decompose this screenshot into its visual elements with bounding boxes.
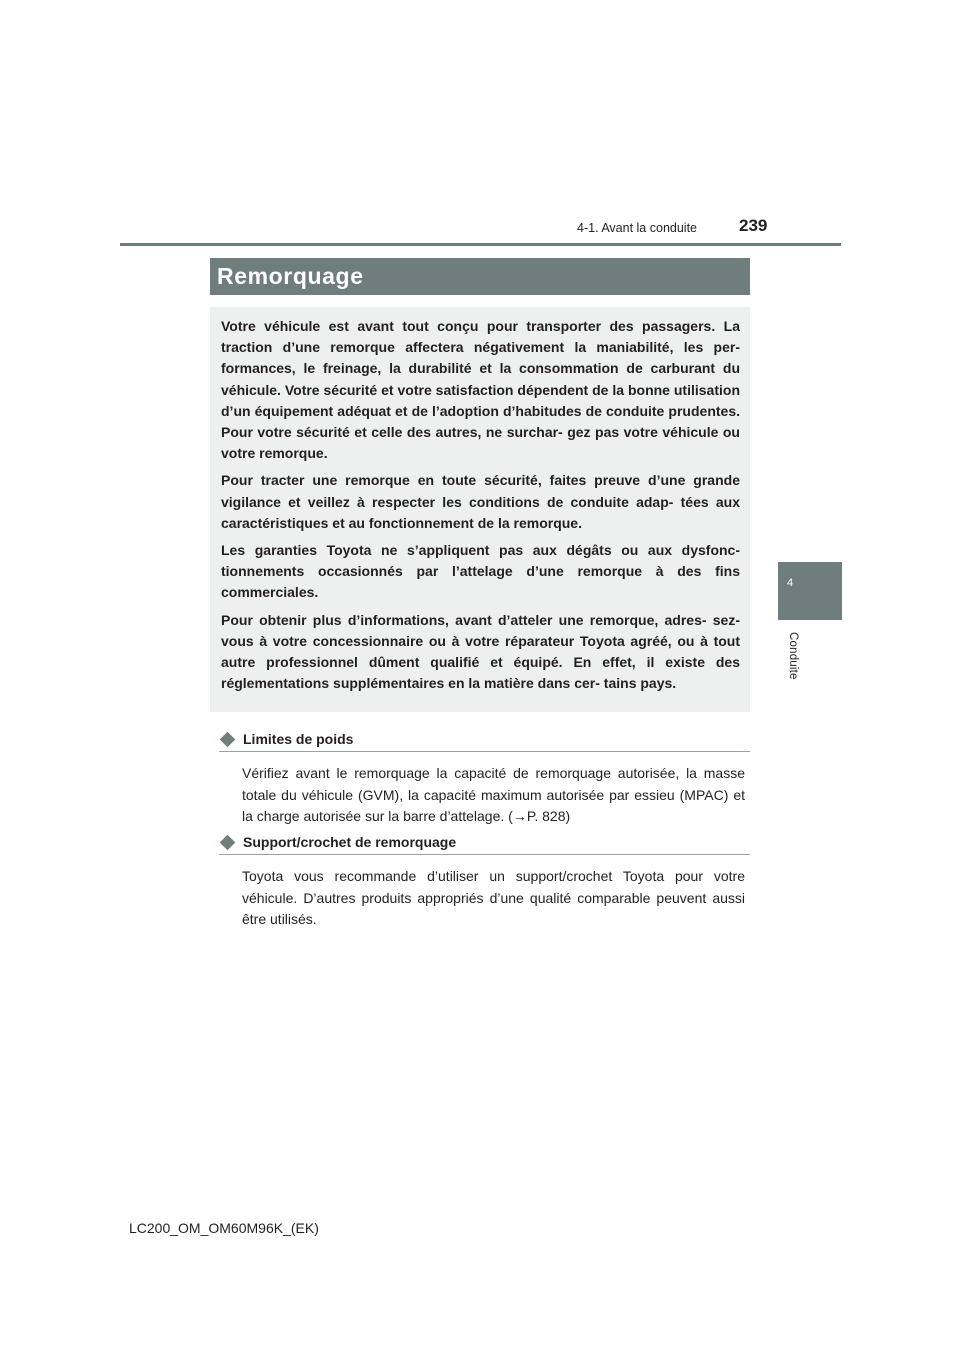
subsection-heading (219, 832, 750, 855)
intro-box (210, 307, 750, 712)
diamond-bullet-icon (220, 731, 236, 747)
chapter-name: Conduite (787, 632, 799, 680)
subsection-towing-hitch (219, 832, 750, 931)
document-code: LC200_OM_OM60M96K_(EK) (129, 1220, 319, 1236)
chapter-tab (778, 562, 842, 620)
intro-paragraph: Pour obtenir plus d’informations, avant d’atteler une remorque, adres- sez-vous à votre concessionnaire ou à votre réparateur Toyota agréé, ou à tout autre professionnel dûment qualifié et équipé. En effet, il existe des réglementations supplémentaires en la matière dans cer- tains pays. (221, 611, 740, 692)
section-title-bar (210, 258, 750, 295)
intro-paragraph: Pour tracter une remorque en toute sécurité, faites preuve d’une grande vigilance et veillez à respecter les conditions de conduite adap- tées aux caractéristiques et au fonctionnement de la remorque. (221, 472, 740, 531)
subsection-heading (219, 729, 750, 752)
subsection-heading-text: Limites de poids (243, 731, 354, 747)
subsection-body: Vérifiez avant le remorquage la capacité de remorquage autorisée, la masse totale du véhicule (GVM), la capacité maximum autorisée par essieu (MPAC) et la charge autorisée sur la barre d’attelage. (→P. 828) (242, 765, 745, 824)
section-reference: 4-1. Avant la conduite (577, 221, 697, 235)
section-title: Remorquage (217, 263, 364, 289)
diamond-bullet-icon (220, 834, 236, 850)
header-divider (120, 243, 841, 246)
page-number: 239 (739, 216, 768, 235)
intro-paragraph: Les garanties Toyota ne s’appliquent pas aux dégâts ou aux dysfonc- tionnements occasionnés par l’attelage d’une remorque à des fins commerciales. (221, 542, 740, 601)
subsection-body: Toyota vous recommande d’utiliser un support/crochet Toyota pour votre véhicule. D’autres produits appropriés d’une qualité comparable peuvent aussi être utilisés. (242, 868, 745, 927)
intro-paragraph: Votre véhicule est avant tout conçu pour transporter des passagers. La traction d’une remorque affectera négativement la maniabilité, les per- formances, le freinage, la durabilité et la consommation de carburant du véhicule. Votre sécurité et votre satisfaction dépendent de la bonne utilisation d’un équipement adéquat et de l’adoption d’habitudes de conduite prudentes. Pour votre sécurité et celle des autres, ne surchar- gez pas votre véhicule ou votre remorque. (221, 318, 740, 462)
subsection-weight-limits (219, 729, 750, 828)
chapter-number: 4 (786, 577, 794, 589)
subsection-heading-text: Support/crochet de remorquage (243, 834, 457, 850)
